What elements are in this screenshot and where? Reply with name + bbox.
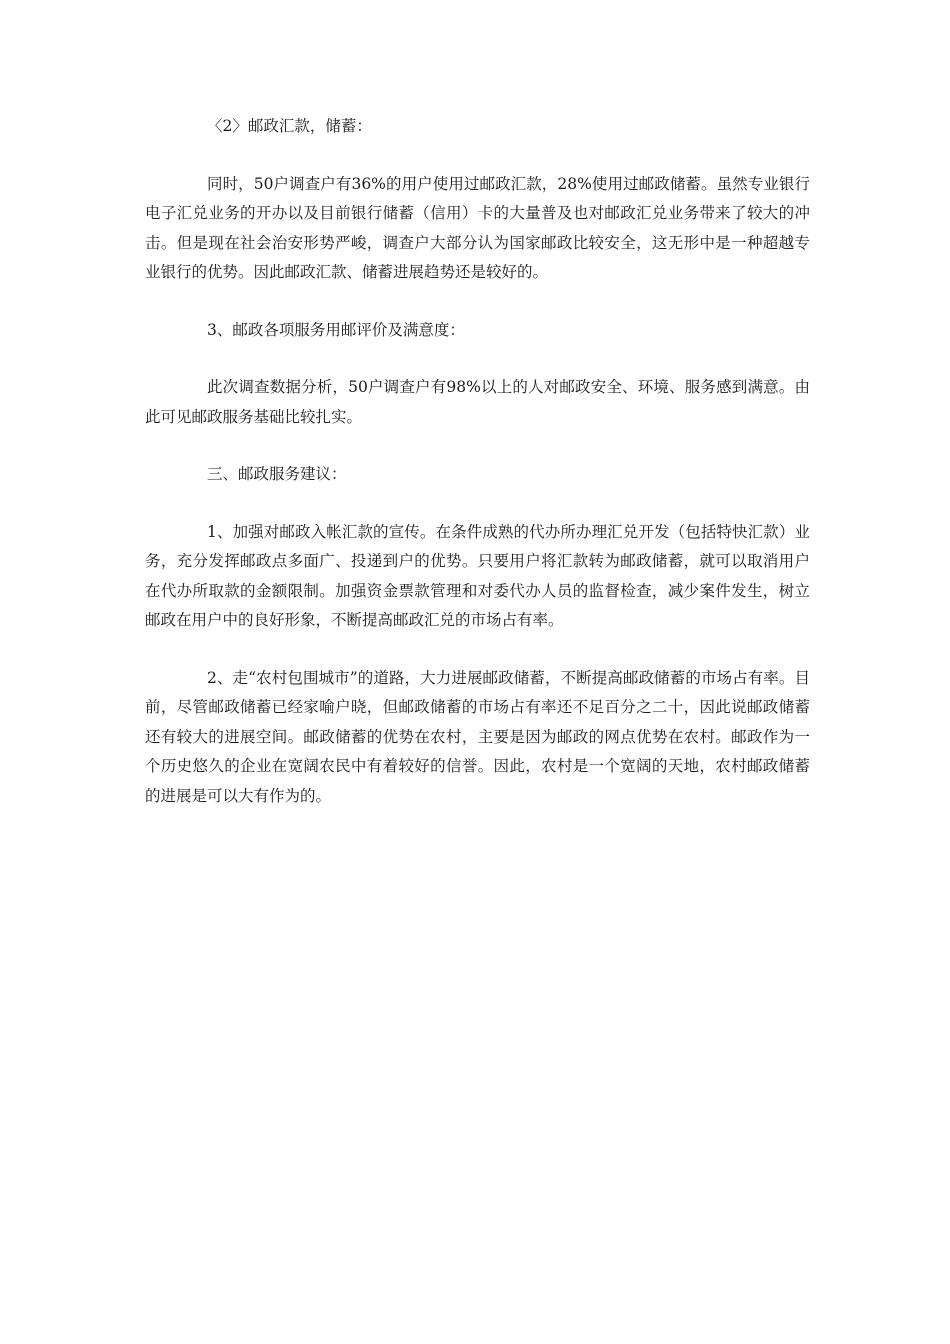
paragraph-suggestion-1: 1、加强对邮政入帐汇款的宣传。在条件成熟的代办所办理汇兑开发（包括特快汇款）业务，充分发挥邮政点多面广、投递到户的优势。只要用户将汇款转为邮政储蓄，就可以取消用户在代办所取款的金额限制。加强资金票款管理和对委代办人员的监督检查，减少案件发生，树立邮政在用户中的良好形象，不断提高邮政汇兑的市场占有率。 [145, 522, 810, 629]
paragraph-remittance-savings: 同时，50户调查户有36%的用户使用过邮政汇款，28%使用过邮政储蓄。虽然专业银行电子汇兑业务的开办以及目前银行储蓄（信用）卡的大量普及也对邮政汇兑业务带来了较大的冲击。但是现在社会治安形势严峻，调查户大部分认为国家邮政比较安全，这无形中是一种超越专业银行的优势。因此邮政汇款、储蓄进展趋势还是较好的。 [145, 174, 810, 281]
paragraph-satisfaction: 此次调查数据分析，50户调查户有98%以上的人对邮政安全、环境、服务感到满意。由此可见邮政服务基础比较扎实。 [145, 378, 810, 426]
section-heading-suggestions: 三、邮政服务建议： [207, 465, 347, 483]
subheading-remittance-savings: 〈2〉邮政汇款，储蓄： [207, 117, 372, 135]
paragraph-suggestion-2: 2、走“农村包围城市”的道路，大力进展邮政储蓄，不断提高邮政储蓄的市场占有率。目前，尽管邮政储蓄已经家喻户晓，但邮政储蓄的市场占有率还不足百分之二十，因此说邮政储蓄还有较大的进展空间。邮政储蓄的优势在农村，主要是因为邮政的网点优势在农村。邮政作为一个历史悠久的企业在宽阔农民中有着较好的信誉。因此，农村是一个宽阔的天地，农村邮政储蓄的进展是可以大有作为的。 [145, 668, 810, 805]
subheading-satisfaction: 3、邮政各项服务用邮评价及满意度： [207, 320, 465, 339]
document-body [145, 112, 810, 839]
